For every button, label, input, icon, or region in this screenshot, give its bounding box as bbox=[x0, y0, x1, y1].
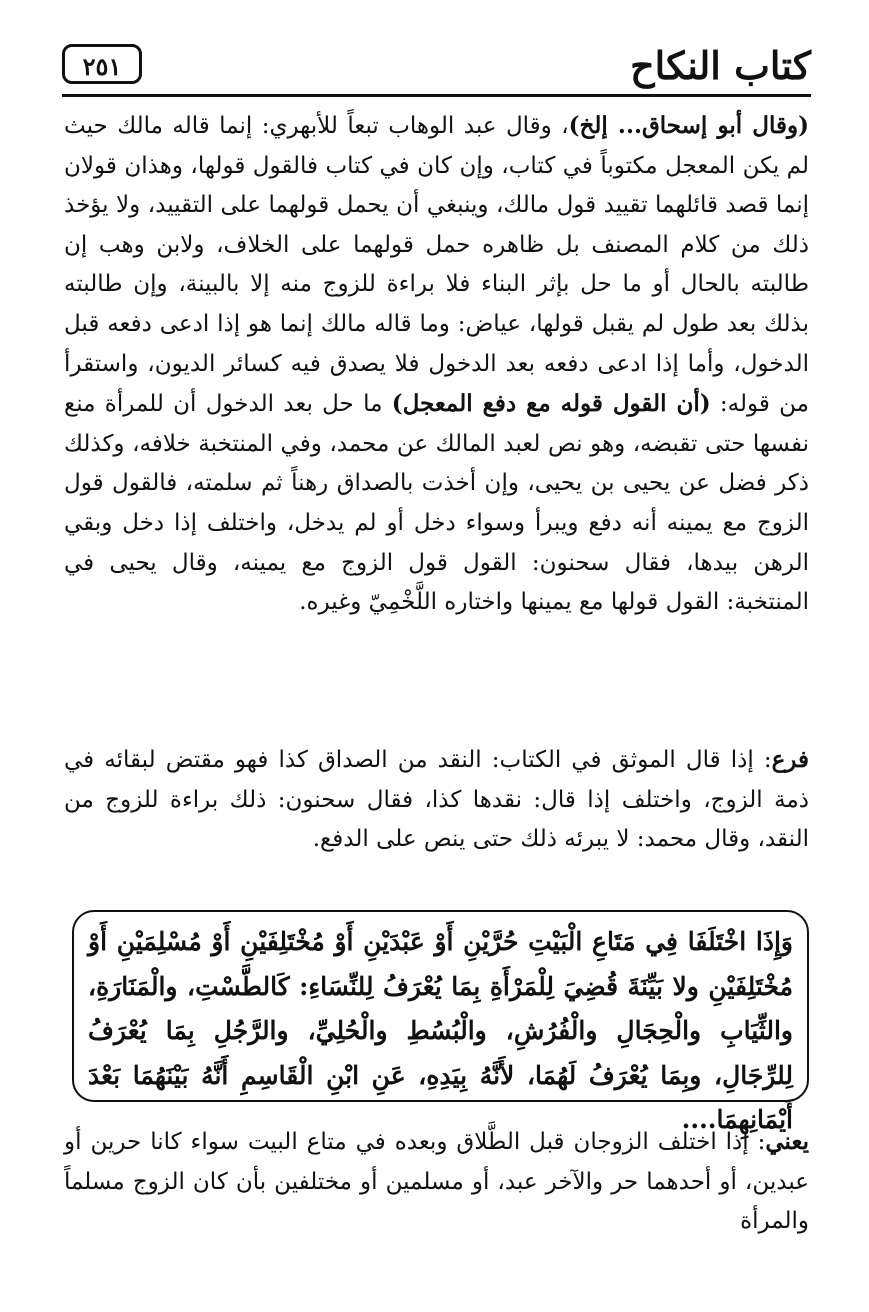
quoted-lemma: (وقال أبو إسحاق... إلخ) bbox=[568, 112, 809, 139]
section-label-yani: يعني bbox=[765, 1128, 809, 1155]
quoted-phrase: (أن القول قوله مع دفع المعجل) bbox=[391, 390, 711, 418]
commentary-paragraph-2 bbox=[64, 740, 809, 860]
commentary-paragraph-3 bbox=[64, 1122, 809, 1242]
section-label-far: فرع bbox=[771, 746, 809, 773]
page-number: ٢٥١ bbox=[62, 44, 142, 84]
matn-text: وَإِذَا اخْتَلَفَا فِي مَتَاعِ الْبَيْتِ حُرَّيْنِ أَوْ عَبْدَيْنِ أَوْ مُخْتَلِفَيْنِ أَوْ مُسْلِمَيْنِ أَوْ مُخْتَلِفَيْنِ ولا بَيِّنَةَ قُضِيَ لِلْمَرْأَةِ بِمَا يُعْرَفُ لِلنِّسَاءِ: كَالطَّسْتِ، والْمَنَارَةِ، والثِّيَابِ والْحِجَالِ والْفُرُشِ، والْبُسُطِ والْحُلِيِّ، والرَّجُلِ بِمَا يُعْرَفُ لِلرِّجَالِ، وبِمَا يُعْرَفُ لَهُمَا، لأَنَّهُ بِيَدِهِ، عَنِ ابْنِ الْقَاسِمِ أَنَّهُ بَيْنَهُمَا بَعْدَ أَيْمَانِهِمَا.... bbox=[88, 927, 793, 1134]
commentary-paragraph-1 bbox=[64, 106, 809, 623]
page-header bbox=[62, 38, 811, 94]
paragraph-text: ما حل بعد الدخول أن للمرأة منع نفسها حتى تقبضه، وهو نص لعبد المالك عن محمد، وفي المنتخبة خلافه، وكذلك ذكر فضل عن يحيى بن يحيى، وإن أخذت بالصداق رهناً ثم سلمته، فالقول قول الزوج مع يمينه أنه دفع ويبرأ وسواء دخل أو لم يدخل، واختلف إذا دخل وبقي الرهن بيدها، فقال سحنون: القول قول الزوج مع يمينه، وقال يحيى في المنتخبة: القول قولها مع يمينها واختاره اللَّخْمِيّ وغيره. bbox=[64, 391, 809, 616]
running-title: كتاب النكاح bbox=[630, 43, 811, 88]
matn-box bbox=[72, 910, 809, 1134]
paragraph-text: ، وقال عبد الوهاب تبعاً للأبهري: إنما قاله مالك حيث لم يكن المعجل مكتوباً في كتاب، وإن كان في كتاب فالقول قولها، وهذان قولان إنما قصد قائلهما تقييد قول مالك، وينبغي أن يحمل قولهما على التقييد، ولا يؤخذ ذلك من كلام المصنف بل ظاهره حمل قولهما على الخلاف، ولابن وهب إن طالبته بالحال أو ما حل بإثر البناء فلا براءة للزوج منه إلا بالبينة، وإن طالبته بذلك بعد طول لم يقبل قولها، عياض: وما قاله مالك إنما هو إذا ادعى دفعه قبل الدخول، وأما إذا ادعى دفعه بعد الدخول فلا يصدق فيه كسائر الديون، واستقرأ من قوله: bbox=[64, 113, 809, 418]
paragraph-text: : إذا اختلف الزوجان قبل الطَّلاق وبعده في متاع البيت سواء كانا حرين أو عبدين، أو أحدهما حر والآخر عبد، أو مسلمين أو مختلفين بأن كان الزوج مسلماً والمرأة bbox=[64, 1129, 809, 1235]
header-rule bbox=[62, 94, 811, 97]
paragraph-text: : إذا قال الموثق في الكتاب: النقد من الصداق كذا فهو مقتض لبقائه في ذمة الزوج، واختلف إذا قال: نقدها كذا، فقال سحنون: ذلك براءة للزوج من النقد، وقال محمد: لا يبرئه ذلك حتى ينص على الدفع. bbox=[64, 747, 809, 853]
